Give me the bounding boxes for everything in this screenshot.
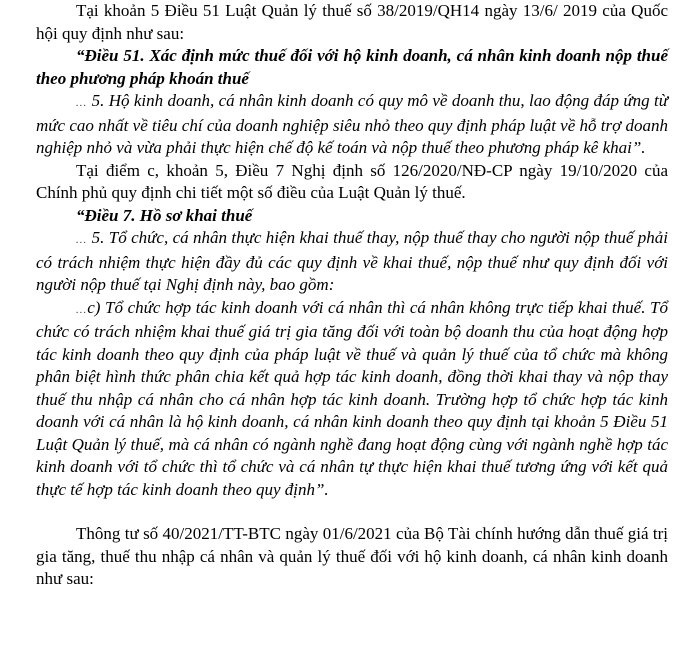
paragraph-circular-reference: Thông tư số 40/2021/TT-BTC ngày 01/6/2021 của Bộ Tài chính hướng dẫn thuế giá trị gia tăng, thuế thu nhập cá nhân và quản lý thuế đối với hộ kinh doanh, cá nhân kinh doanh như sau: bbox=[36, 524, 668, 588]
paragraph-law-reference: Tại khoản 5 Điều 51 Luật Quản lý thuế số 38/2019/QH14 ngày 13/6/ 2019 của Quốc hội quy định như sau: bbox=[36, 1, 668, 43]
ellipsis-mark: ... bbox=[76, 234, 88, 246]
article-7-clause-5c bbox=[36, 297, 668, 502]
paragraph-spacer bbox=[36, 501, 668, 523]
article-51-clause-5-text: 5. Hộ kinh doanh, cá nhân kinh doanh có quy mô về doanh thu, lao động đáp ứng từ mức cao nhất về tiêu chí của doanh nghiệp siêu nhỏ theo quy định pháp luật về hỗ trợ doanh nghiệp nhỏ và vừa phải thực hiện chế độ kế toán và nộp thuế theo phương pháp kê khai”. bbox=[36, 91, 668, 157]
article-51-heading: “Điều 51. Xác định mức thuế đối với hộ kinh doanh, cá nhân kinh doanh nộp thuế theo phương pháp khoán thuế bbox=[36, 46, 668, 88]
article-51-clause-5 bbox=[36, 90, 668, 160]
ellipsis-mark: ... bbox=[76, 303, 88, 316]
article-7-clause-5-text: 5. Tổ chức, cá nhân thực hiện khai thuế thay, nộp thuế thay cho người nộp thuế phải có trách nhiệm thực hiện đầy đủ các quy định về khai thuế, nộp thuế như quy định đối với người nộp thuế tại Nghị định này, bao gồm: bbox=[36, 228, 668, 294]
article-7-heading: “Điều 7. Hồ sơ khai thuế bbox=[76, 205, 253, 225]
article-7-clause-5 bbox=[36, 227, 668, 297]
document-page bbox=[36, 0, 668, 591]
paragraph-decree-reference: Tại điểm c, khoản 5, Điều 7 Nghị định số 126/2020/NĐ-CP ngày 19/10/2020 của Chính phủ quy định chi tiết một số điều của Luật Quản lý thuế. bbox=[36, 160, 668, 202]
article-7-clause-5c-text: c) Tổ chức hợp tác kinh doanh với cá nhân thì cá nhân không trực tiếp khai thuế. Tổ chức có trách nhiệm khai thuế giá trị gia tăng đối với toàn bộ doanh thu của hoạt động hợp tác kinh doanh theo quy định của pháp luật về thuế và quản lý thuế của tổ chức mà không phân biệt hình thức phân chia kết quả hợp tác kinh doanh, đồng thời khai thay và nộp thay thuế thu nhập cá nhân cho cá nhân hợp tác kinh doanh. Trường hợp tổ chức hợp tác kinh doanh với cá nhân là hộ kinh doanh, cá nhân kinh doanh theo quy định tại khoản 5 Điều 51 Luật Quản lý thuế, mà cá nhân có ngành nghề đang hoạt động cùng với ngành nghề hợp tác kinh doanh với tổ chức thì tổ chức và cá nhân tự thực hiện khai thuế tương ứng với kết quả thực tế hợp tác kinh doanh theo quy định”. bbox=[36, 297, 668, 499]
ellipsis-mark: ... bbox=[76, 97, 88, 109]
